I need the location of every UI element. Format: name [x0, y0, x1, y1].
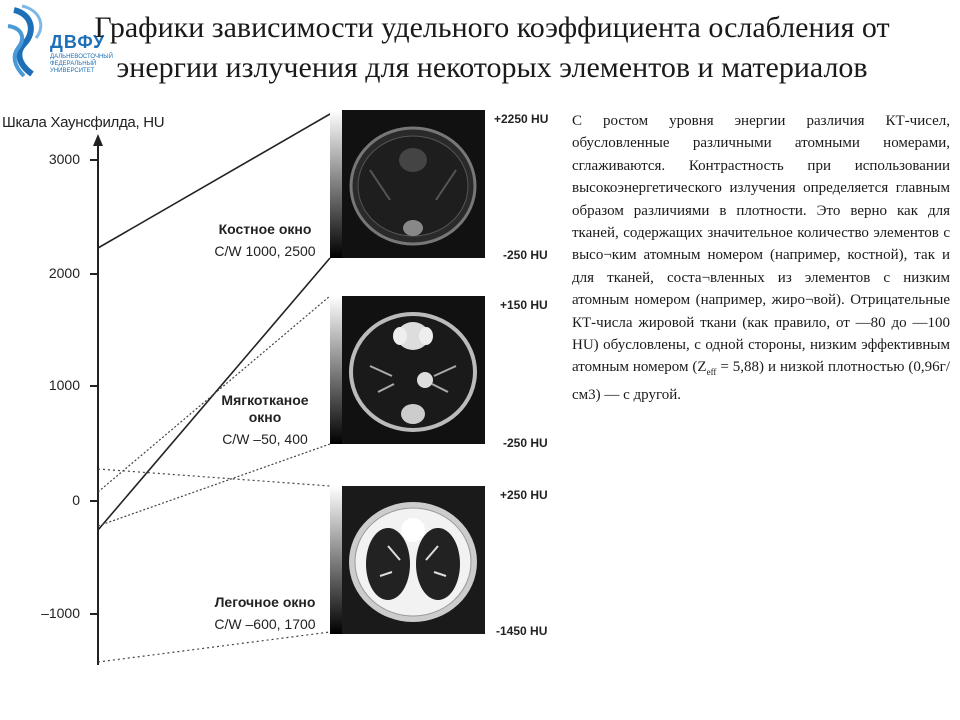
- axis-caption: Шкала Хаунсфилда, HU: [2, 114, 165, 131]
- logo-subtitle-line: ДАЛЬНЕВОСТОЧНЫЙ: [50, 54, 113, 60]
- hu-bottom-label: -1450 HU: [496, 624, 548, 638]
- logo-subtitle-line: УНИВЕРСИТЕТ: [50, 68, 95, 74]
- hu-top-label: +250 HU: [500, 488, 548, 502]
- lung-window-ct-image: [330, 486, 485, 634]
- hu-bottom-label: -250 HU: [503, 248, 548, 262]
- soft-tissue-label-line2: окно: [248, 409, 282, 425]
- tick-label: 3000: [48, 151, 80, 167]
- body-paragraph: [572, 110, 950, 406]
- body-text-part1: С ростом уровня энергии различия КТ-чисел, обусловленные различными атомными номерами, сглаживаются. Контрастность при использовании высокоэнергетического излучения определяется главным образом различиями в плотности. Это верно как для тканей, содержащих значительное количество элементов с высо¬ким атомным номером (например, костной), так и для тканей, соста¬вленных из элементов с низким атомным номером (например, жиро¬вой). Отрицательные КТ-числа жировой ткани (как правило, от —80 до —100 HU) обусловлены, с одной стороны, низким эффективным атомным номером (Z: [572, 113, 950, 376]
- hu-top-label: +150 HU: [500, 298, 548, 312]
- hu-bottom-label: -250 HU: [503, 436, 548, 450]
- grayscale-bar: [330, 296, 342, 444]
- ct-slice-icon: [330, 110, 485, 258]
- title-line-1: Графики зависимости удельного коэффициента ослабления от: [94, 11, 890, 44]
- bone-window-ct-image: [330, 110, 485, 258]
- tick-label: –1000: [41, 605, 80, 621]
- ct-slice-icon: [330, 296, 485, 444]
- bone-window-cw: C/W 1000, 2500: [214, 243, 316, 259]
- soft-tissue-cw: C/W –50, 400: [222, 431, 308, 447]
- lung-window-bottom-line: [98, 632, 330, 662]
- grayscale-bar: [330, 110, 342, 258]
- soft-window-bottom-line: [98, 444, 330, 526]
- tick-label: 2000: [48, 265, 80, 281]
- grayscale-bar: [330, 486, 342, 634]
- body-text-part2: = 5,88) и низкой плотностью (0,96г/см3) — с другой.: [572, 359, 950, 403]
- logo-subtitle-line: ФЕДЕРАЛЬНЫЙ: [50, 61, 97, 67]
- ct-slice-icon: [330, 486, 485, 634]
- slide-title: [52, 8, 932, 88]
- lung-window-cw: C/W –600, 1700: [214, 616, 316, 632]
- lung-window-label: Легочное окно: [214, 594, 316, 610]
- hounsfield-figure: [0, 100, 570, 680]
- lung-window-top-line: [98, 469, 330, 486]
- logo-name: ДВФУ: [50, 32, 106, 52]
- tick-label: 0: [72, 492, 80, 508]
- soft-tissue-label-line1: Мягкотканое: [221, 392, 309, 408]
- hu-top-label: +2250 HU: [494, 112, 549, 126]
- wave-logo-icon: [6, 4, 56, 80]
- title-line-2: энергии излучения для некоторых элементов и материалов: [116, 51, 868, 84]
- tick-label: 1000: [48, 377, 80, 393]
- z-eff-subscript: eff: [706, 367, 717, 378]
- axis-arrow-icon: [93, 134, 103, 146]
- bone-window-label: Костное окно: [218, 221, 312, 237]
- soft-tissue-ct-image: [330, 296, 485, 444]
